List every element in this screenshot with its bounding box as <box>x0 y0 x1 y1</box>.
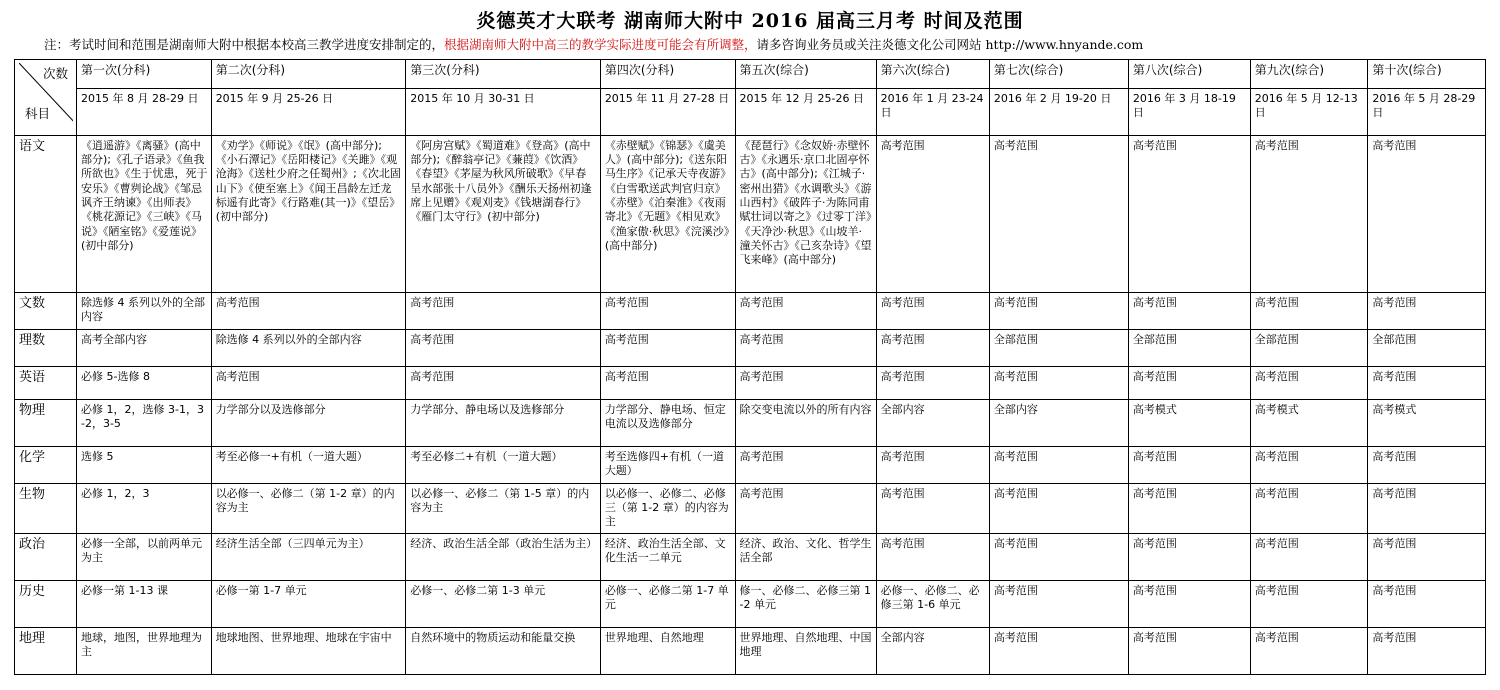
cell-yuwen-4: 《赤壁赋》《锦瑟》《虞美人》(高中部分);《送东阳马生序》《记承天寺夜游》《白雪歌送武判官归京》《赤壁》《泊秦淮》《夜雨寄北》《无题》《相见欢》《渔家傲·秋思》《浣溪沙》(高中部分) <box>600 135 735 292</box>
cell-wenshu-3: 高考范围 <box>406 292 601 329</box>
cell-shengwu-6: 高考范围 <box>876 483 989 533</box>
note-line <box>0 37 1500 59</box>
cell-wuli-2: 力学部分以及选修部分 <box>211 399 406 446</box>
cell-yingyu-5: 高考范围 <box>735 366 876 399</box>
cell-yingyu-4: 高考范围 <box>600 366 735 399</box>
column-header-exam-5: 第五次(综合) <box>735 59 876 88</box>
cell-wenshu-4: 高考范围 <box>600 292 735 329</box>
row-subject-zhengzhi: 政治 <box>15 533 77 580</box>
cell-yingyu-7: 高考范围 <box>989 366 1128 399</box>
cell-dili-8: 高考范围 <box>1128 627 1250 674</box>
cell-wenshu-9: 高考范围 <box>1250 292 1368 329</box>
cell-wuli-9: 高考模式 <box>1250 399 1368 446</box>
table-row <box>15 292 1486 329</box>
column-header-date-5: 2015 年 12 月 25-26 日 <box>735 88 876 135</box>
table-row <box>15 483 1486 533</box>
column-header-date-6: 2016 年 1 月 23-24 日 <box>876 88 989 135</box>
column-header-exam-1: 第一次(分科) <box>77 59 212 88</box>
cell-lishi-1: 必修一第 1-13 课 <box>77 580 212 627</box>
cell-lishi-8: 高考范围 <box>1128 580 1250 627</box>
cell-wuli-6: 全部内容 <box>876 399 989 446</box>
cell-wenshu-1: 除选修 4 系列以外的全部内容 <box>77 292 212 329</box>
row-subject-wuli: 物理 <box>15 399 77 446</box>
cell-huaxue-4: 考至选修四+有机（一道大题） <box>600 446 735 483</box>
row-subject-shengwu: 生物 <box>15 483 77 533</box>
column-header-exam-9: 第九次(综合) <box>1250 59 1368 88</box>
cell-yuwen-9: 高考范围 <box>1250 135 1368 292</box>
column-header-date-2: 2015 年 9 月 25-26 日 <box>211 88 406 135</box>
cell-lishu-2: 除选修 4 系列以外的全部内容 <box>211 329 406 366</box>
column-header-exam-3: 第三次(分科) <box>406 59 601 88</box>
cell-yingyu-6: 高考范围 <box>876 366 989 399</box>
cell-lishu-10: 全部范围 <box>1368 329 1486 366</box>
cell-yuwen-10: 高考范围 <box>1368 135 1486 292</box>
cell-lishi-2: 必修一第 1-7 单元 <box>211 580 406 627</box>
table-row <box>15 446 1486 483</box>
table-corner-header <box>15 59 77 135</box>
cell-yuwen-7: 高考范围 <box>989 135 1128 292</box>
cell-wuli-10: 高考模式 <box>1368 399 1486 446</box>
note-suffix: 请多咨询业务员或关注炎德文化公司网站 http://www.hnyande.com <box>756 37 1144 52</box>
cell-dili-2: 地球地图、世界地理、地球在宇宙中 <box>211 627 406 674</box>
note-prefix: 注：考试时间和范围是湖南师大附中根据本校高三教学进度安排制定的， <box>44 37 445 52</box>
cell-wuli-7: 全部内容 <box>989 399 1128 446</box>
column-header-exam-10: 第十次(综合) <box>1368 59 1486 88</box>
cell-wenshu-2: 高考范围 <box>211 292 406 329</box>
column-header-date-9: 2016 年 5 月 12-13 日 <box>1250 88 1368 135</box>
cell-yuwen-5: 《琵琶行》《念奴娇·赤壁怀古》《永遇乐·京口北固亭怀古》(高中部分);《江城子·密州出猎》《水调歌头》《游山西村》《破阵子·为陈同甫赋壮词以寄之》《过零丁洋》《天净沙·秋思》《山坡羊·潼关怀古》《己亥杂诗》《望飞来峰》(高中部分) <box>735 135 876 292</box>
table-row <box>15 135 1486 292</box>
table-row <box>15 366 1486 399</box>
cell-lishu-7: 全部范围 <box>989 329 1128 366</box>
cell-wenshu-6: 高考范围 <box>876 292 989 329</box>
cell-huaxue-3: 考至必修二+有机（一道大题） <box>406 446 601 483</box>
corner-label-subject: 科目 <box>25 105 51 121</box>
cell-zhengzhi-3: 经济、政治生活全部（政治生活为主） <box>406 533 601 580</box>
row-subject-yingyu: 英语 <box>15 366 77 399</box>
cell-shengwu-8: 高考范围 <box>1128 483 1250 533</box>
cell-dili-10: 高考范围 <box>1368 627 1486 674</box>
cell-shengwu-7: 高考范围 <box>989 483 1128 533</box>
cell-wuli-5: 除交变电流以外的所有内容 <box>735 399 876 446</box>
cell-wuli-4: 力学部分、静电场、恒定电流以及选修部分 <box>600 399 735 446</box>
cell-dili-1: 地球，地图，世界地理为主 <box>77 627 212 674</box>
column-header-exam-6: 第六次(综合) <box>876 59 989 88</box>
column-header-date-8: 2016 年 3 月 18-19 日 <box>1128 88 1250 135</box>
cell-wuli-3: 力学部分、静电场以及选修部分 <box>406 399 601 446</box>
cell-lishu-1: 高考全部内容 <box>77 329 212 366</box>
cell-lishi-7: 高考范围 <box>989 580 1128 627</box>
table-row <box>15 399 1486 446</box>
cell-zhengzhi-7: 高考范围 <box>989 533 1128 580</box>
cell-huaxue-2: 考至必修一+有机（一道大题） <box>211 446 406 483</box>
cell-huaxue-5: 高考范围 <box>735 446 876 483</box>
cell-zhengzhi-1: 必修一全部，以前两单元为主 <box>77 533 212 580</box>
cell-wuli-1: 必修 1，2，选修 3-1，3-2，3-5 <box>77 399 212 446</box>
cell-zhengzhi-9: 高考范围 <box>1250 533 1368 580</box>
corner-label-exam: 次数 <box>42 65 68 81</box>
cell-huaxue-10: 高考范围 <box>1368 446 1486 483</box>
row-subject-yuwen: 语文 <box>15 135 77 292</box>
row-subject-wenshu: 文数 <box>15 292 77 329</box>
cell-zhengzhi-8: 高考范围 <box>1128 533 1250 580</box>
cell-shengwu-9: 高考范围 <box>1250 483 1368 533</box>
cell-huaxue-8: 高考范围 <box>1128 446 1250 483</box>
cell-yingyu-9: 高考范围 <box>1250 366 1368 399</box>
cell-huaxue-1: 选修 5 <box>77 446 212 483</box>
column-header-exam-2: 第二次(分科) <box>211 59 406 88</box>
cell-yuwen-1: 《逍遥游》《离骚》(高中部分);《孔子语录》《鱼我所欲也》《生于忧患，死于安乐》《曹刿论战》《邹忌讽齐王纳谏》《出师表》《桃花源记》《三峡》《马说》《陋室铭》《爱莲说》(初中部分) <box>77 135 212 292</box>
cell-zhengzhi-5: 经济、政治、文化、哲学生活全部 <box>735 533 876 580</box>
cell-huaxue-6: 高考范围 <box>876 446 989 483</box>
table-header-exam-row <box>15 59 1486 88</box>
cell-lishi-5: 修一、必修二、必修三第 1-2 单元 <box>735 580 876 627</box>
cell-wenshu-7: 高考范围 <box>989 292 1128 329</box>
row-subject-lishu: 理数 <box>15 329 77 366</box>
cell-lishu-4: 高考范围 <box>600 329 735 366</box>
row-subject-dili: 地理 <box>15 627 77 674</box>
cell-lishi-4: 必修一、必修二第 1-7 单元 <box>600 580 735 627</box>
cell-dili-7: 高考范围 <box>989 627 1128 674</box>
cell-wuli-8: 高考模式 <box>1128 399 1250 446</box>
cell-shengwu-3: 以必修一、必修二（第 1-5 章）的内容为主 <box>406 483 601 533</box>
cell-lishu-5: 高考范围 <box>735 329 876 366</box>
cell-shengwu-10: 高考范围 <box>1368 483 1486 533</box>
cell-zhengzhi-6: 高考范围 <box>876 533 989 580</box>
schedule-table <box>14 59 1486 675</box>
cell-yingyu-10: 高考范围 <box>1368 366 1486 399</box>
cell-yingyu-2: 高考范围 <box>211 366 406 399</box>
cell-lishi-9: 高考范围 <box>1250 580 1368 627</box>
column-header-date-4: 2015 年 11 月 27-28 日 <box>600 88 735 135</box>
cell-yuwen-3: 《阿房宫赋》《蜀道难》《登高》(高中部分);《醉翁亭记》《蒹葭》《饮酒》《春望》《茅屋为秋风所破歌》《早春呈水部张十八员外》《酬乐天扬州初逢席上见赠》《观刈麦》《钱塘湖春行》《雁门太守行》(初中部分) <box>406 135 601 292</box>
cell-wenshu-5: 高考范围 <box>735 292 876 329</box>
column-header-exam-4: 第四次(分科) <box>600 59 735 88</box>
page-title: 炎德英才大联考 湖南师大附中 2016 届高三月考 时间及范围 <box>476 10 1024 32</box>
cell-yingyu-3: 高考范围 <box>406 366 601 399</box>
cell-lishi-10: 高考范围 <box>1368 580 1486 627</box>
cell-huaxue-9: 高考范围 <box>1250 446 1368 483</box>
column-header-date-7: 2016 年 2 月 19-20 日 <box>989 88 1128 135</box>
cell-wenshu-10: 高考范围 <box>1368 292 1486 329</box>
cell-yuwen-2: 《劝学》《师说》《氓》(高中部分);《小石潭记》《岳阳楼记》《关雎》《观沧海》《送杜少府之任蜀州》;《次北固山下》《使至塞上》《闻王昌龄左迁龙标遥有此寄》《行路难(其一)》《望岳》(初中部分) <box>211 135 406 292</box>
cell-lishu-9: 全部范围 <box>1250 329 1368 366</box>
cell-lishu-8: 全部范围 <box>1128 329 1250 366</box>
column-header-date-3: 2015 年 10 月 30-31 日 <box>406 88 601 135</box>
cell-huaxue-7: 高考范围 <box>989 446 1128 483</box>
cell-zhengzhi-4: 经济、政治生活全部、文化生活一二单元 <box>600 533 735 580</box>
cell-wenshu-8: 高考范围 <box>1128 292 1250 329</box>
cell-shengwu-1: 必修 1，2，3 <box>77 483 212 533</box>
cell-yuwen-6: 高考范围 <box>876 135 989 292</box>
column-header-exam-7: 第七次(综合) <box>989 59 1128 88</box>
cell-lishi-3: 必修一、必修二第 1-3 单元 <box>406 580 601 627</box>
column-header-date-1: 2015 年 8 月 28-29 日 <box>77 88 212 135</box>
cell-dili-4: 世界地理、自然地理 <box>600 627 735 674</box>
column-header-date-10: 2016 年 5 月 28-29 日 <box>1368 88 1486 135</box>
cell-yingyu-1: 必修 5-选修 8 <box>77 366 212 399</box>
table-header-date-row <box>15 88 1486 135</box>
cell-dili-5: 世界地理、自然地理、中国地理 <box>735 627 876 674</box>
cell-yingyu-8: 高考范围 <box>1128 366 1250 399</box>
cell-dili-6: 全部内容 <box>876 627 989 674</box>
column-header-exam-8: 第八次(综合) <box>1128 59 1250 88</box>
cell-zhengzhi-2: 经济生活全部（三四单元为主） <box>211 533 406 580</box>
cell-lishu-3: 高考范围 <box>406 329 601 366</box>
row-subject-lishi: 历史 <box>15 580 77 627</box>
table-row <box>15 329 1486 366</box>
cell-yuwen-8: 高考范围 <box>1128 135 1250 292</box>
cell-lishu-6: 高考范围 <box>876 329 989 366</box>
row-subject-huaxue: 化学 <box>15 446 77 483</box>
cell-shengwu-2: 以必修一、必修二（第 1-2 章）的内容为主 <box>211 483 406 533</box>
cell-dili-9: 高考范围 <box>1250 627 1368 674</box>
note-highlight: 根据湖南师大附中高三的教学实际进度可能会有所调整， <box>444 37 757 52</box>
cell-shengwu-5: 高考范围 <box>735 483 876 533</box>
table-row <box>15 580 1486 627</box>
cell-lishi-6: 必修一、必修二、必修三第 1-6 单元 <box>876 580 989 627</box>
cell-zhengzhi-10: 高考范围 <box>1368 533 1486 580</box>
table-row <box>15 627 1486 674</box>
cell-shengwu-4: 以必修一、必修二、必修三（第 1-2 章）的内容为主 <box>600 483 735 533</box>
table-row <box>15 533 1486 580</box>
cell-dili-3: 自然环境中的物质运动和能量交换 <box>406 627 601 674</box>
